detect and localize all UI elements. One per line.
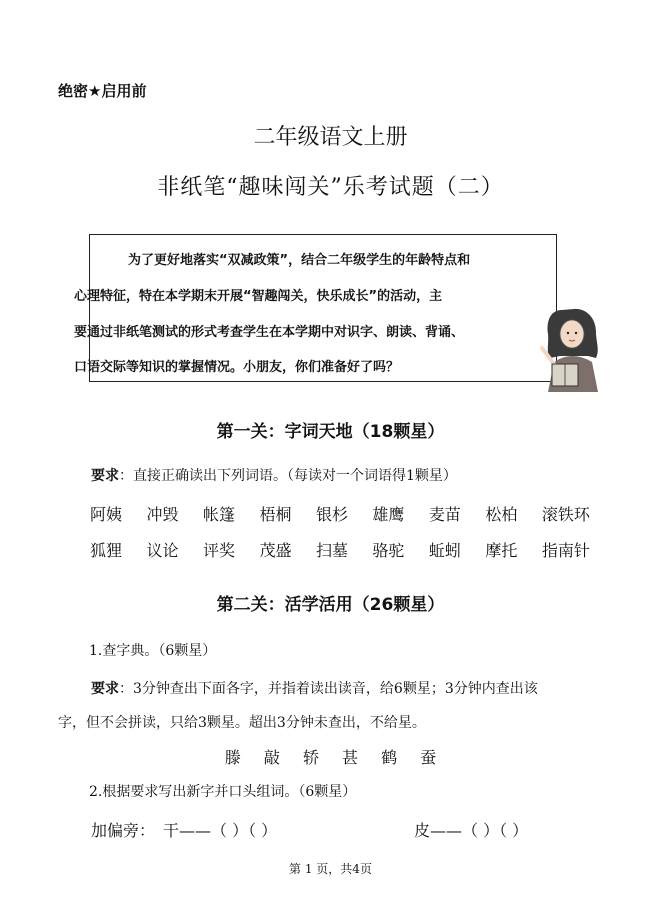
- section1-title: 第一关：字词天地（18颗星）: [216, 422, 445, 442]
- section2-title: 第二关：活学活用（26颗星）: [216, 595, 445, 615]
- word-item: 蚯蚓: [428, 541, 461, 560]
- intro-line-2: 心理特征，特在本学期末开展“智趣闯关，快乐成长”的活动，主: [74, 289, 443, 304]
- word-item: 指南针: [541, 541, 590, 560]
- word-item: 扫墓: [315, 541, 348, 560]
- section2-requirement-line-1: [91, 678, 538, 698]
- word-item: 松柏: [485, 505, 518, 524]
- requirement-label: 要求: [91, 681, 119, 697]
- confidential-label: 绝密★启用前: [58, 82, 147, 100]
- question-2-title: 2.根据要求写出新字并口头组词。（6颗星）: [89, 784, 357, 800]
- word-item: 麦苗: [428, 505, 461, 524]
- radical-item-2: 皮——（ ）（ ）: [414, 821, 529, 840]
- word-row-2: [90, 538, 590, 561]
- page-title: 二年级语文上册: [253, 125, 408, 150]
- word-item: 冲毁: [146, 505, 179, 524]
- intro-box: [74, 234, 557, 382]
- intro-line-4: 口语交际等知识的掌握情况。小朋友，你们准备好了吗？: [74, 360, 400, 375]
- word-item: 狐狸: [90, 541, 123, 560]
- lookup-char: 滕: [224, 748, 241, 767]
- word-item: 滚铁环: [541, 505, 590, 524]
- requirement-text: ：直接正确读出下列词语。（每读对一个词语得1颗星）: [119, 468, 457, 484]
- word-item: 阿姨: [90, 505, 123, 524]
- word-item: 骆驼: [372, 541, 405, 560]
- teacher-with-book-icon: [540, 304, 608, 392]
- intro-line-3: 要通过非纸笔测试的形式考查学生在本学期中对识字、朗读、背诵、: [74, 325, 465, 340]
- word-item: 雄鹰: [372, 505, 405, 524]
- lookup-characters: [0, 745, 661, 768]
- word-item: 帐篷: [202, 505, 235, 524]
- requirement-text: ：3分钟查出下面各字，并指着读出读音，给6颗星；3分钟内查出该: [119, 681, 538, 697]
- lookup-char: 蚕: [420, 748, 437, 767]
- page-subtitle: 非纸笔“趣味闯关”乐考试题（二）: [157, 175, 504, 200]
- intro-line-1: 为了更好地落实“双减政策”，结合二年级学生的年龄特点和: [128, 253, 471, 268]
- question-1-title: 1.查字典。（6颗星）: [89, 643, 217, 659]
- word-item: 议论: [146, 541, 179, 560]
- word-item: 茂盛: [259, 541, 292, 560]
- lookup-char: 甚: [342, 748, 359, 767]
- requirement-label: 要求: [91, 468, 119, 484]
- section1-requirement: [91, 465, 457, 485]
- word-item: 银杉: [315, 505, 348, 524]
- lookup-char: 敲: [263, 748, 280, 767]
- lookup-char: 轿: [302, 748, 319, 767]
- radical-item-1: 干——（ ）（ ）: [163, 821, 278, 840]
- word-item: 评奖: [202, 541, 235, 560]
- page-footer: 第 1 页，共4页: [289, 862, 372, 876]
- word-item: 摩托: [485, 541, 518, 560]
- lookup-char: 鹤: [381, 748, 398, 767]
- radical-label: 加偏旁：: [91, 821, 156, 840]
- word-row-1: [90, 502, 590, 525]
- section2-requirement-line-2: 字，但不会拼读，只给3颗星。超出3分钟未查出，不给星。: [58, 715, 426, 731]
- word-item: 梧桐: [259, 505, 292, 524]
